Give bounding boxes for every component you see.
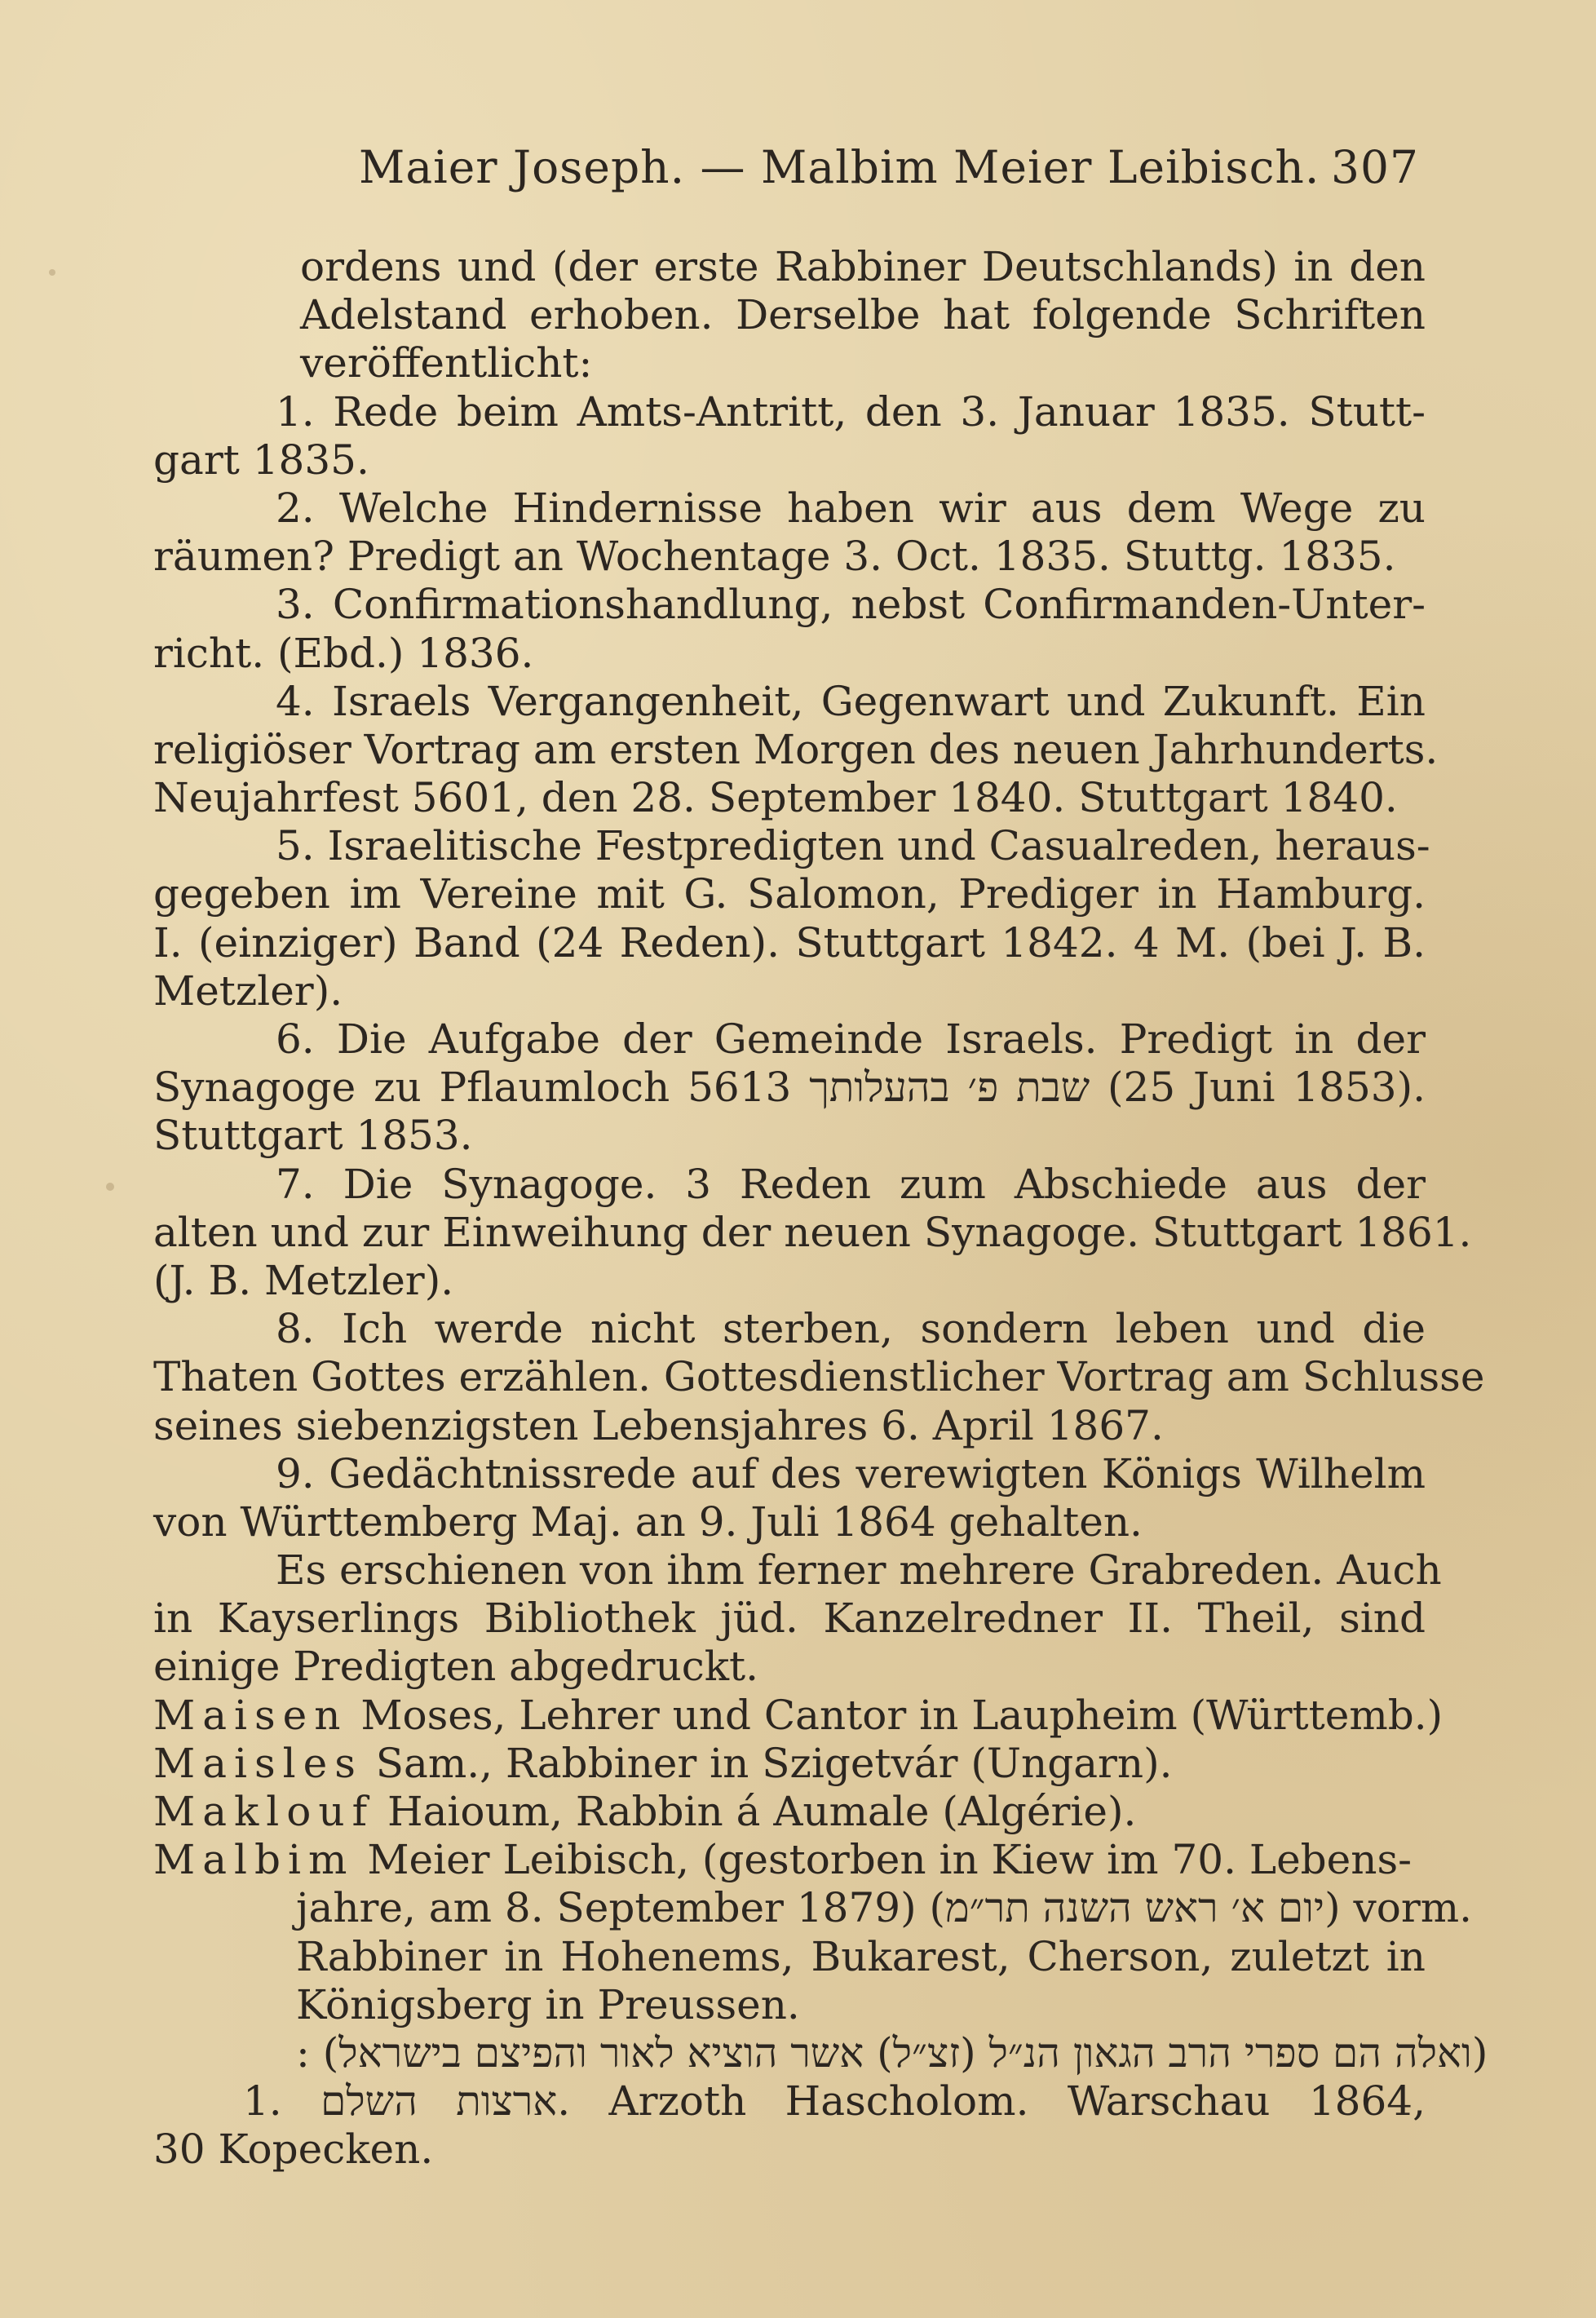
text-line: 7. Die Synagoge. 3 Reden zum Abschiede aus der — [276, 1160, 1426, 1208]
text-line: Neujahrfest 5601, den 28. September 1840. Stuttgart 1840. — [153, 774, 1398, 822]
text-line: alten und zur Einweihung der neuen Synagoge. Stuttgart 1861. — [153, 1208, 1472, 1256]
text-line: räumen? Predigt an Wochentage 3. Oct. 1835. Stuttg. 1835. — [153, 533, 1396, 581]
text-line: Thaten Gottes erzählen. Gottesdienstlicher Vortrag am Schlusse — [153, 1353, 1485, 1401]
text-line: (J. B. Metzler). — [153, 1256, 454, 1304]
text-line: richt. (Ebd.) 1836. — [153, 629, 534, 677]
text-line: 8. Ich werde nicht sterben, sondern leben und die — [276, 1305, 1426, 1353]
text-line: von Württemberg Maj. an 9. Juli 1864 gehalten. — [153, 1497, 1143, 1546]
header-title: Maier Joseph. — Malbim Meier Leibisch. — [359, 141, 1320, 193]
entry-name: Malbim — [153, 1836, 355, 1884]
text-line: I. (einziger) Band (24 Reden). Stuttgart 1842. 4 M. (bei J. B. — [153, 918, 1426, 967]
text-line: seines siebenzigsten Lebensjahres 6. April 1867. — [153, 1401, 1164, 1449]
running-header — [359, 135, 1419, 200]
text-line: 3. Confirmationshandlung, nebst Confirmanden-Unter- — [276, 581, 1426, 629]
hebrew-text: (ואלה הם ספרי הרב הגאון הנ״ל (זצ״ל) אשר הוציא לאור והפיצם בישראל) : — [296, 2028, 1488, 2077]
text-line: Adelstand erhoben. Derselbe hat folgende Schriften — [300, 291, 1426, 339]
text-line: Es erschienen von ihm ferner mehrere Grabreden. Auch — [276, 1546, 1442, 1595]
text-line: Rabbiner in Hohenems, Bukarest, Cherson, zuletzt in — [296, 1932, 1426, 1980]
text-line: 30 Kopecken. — [153, 2126, 434, 2174]
text-line: 2. Welche Hindernisse haben wir aus dem Wege zu — [276, 484, 1426, 532]
text-line: 5. Israelitische Festpredigten und Casualreden, heraus- — [276, 822, 1430, 870]
text-line: Synagoge zu Pflaumloch שבת פ׳ בהעלותך 5613 (25 Juni 1853). — [153, 1064, 1426, 1112]
text-line: Stuttgart 1853. — [153, 1112, 473, 1160]
page-number: 307 — [1331, 141, 1419, 193]
text-line: 9. Gedächtnissrede auf des verewigten Königs Wilhelm — [276, 1449, 1426, 1497]
entry-malbim — [153, 1836, 1426, 1884]
entry-maisles — [153, 1740, 1426, 1788]
text-line: 6. Die Aufgabe der Gemeinde Israels. Predigt in der — [276, 1015, 1426, 1063]
entry-maisen — [153, 1691, 1443, 1740]
text-line: jahre, am 8. September 1879) (יום א׳ ראש השנה תר״מ) vorm. — [296, 1884, 1473, 1932]
paper-stain — [49, 269, 55, 276]
text-line: 4. Israels Vergangenheit, Gegenwart und Zukunft. Ein — [276, 677, 1426, 725]
text-line: in Kayserlings Bibliothek jüd. Kanzelredner II. Theil, sind — [153, 1595, 1426, 1643]
text-line: ordens und (der erste Rabbiner Deutschlands) in den — [300, 243, 1426, 290]
text-line: Metzler). — [153, 967, 343, 1015]
text-line: Königsberg in Preussen. — [296, 1980, 800, 2028]
text-line: gegeben im Vereine mit G. Salomon, Prediger in Hamburg. — [153, 870, 1426, 918]
entry-name: Maisen — [153, 1691, 348, 1739]
entry-maklouf — [153, 1788, 1426, 1836]
entry-text: Sam., Rabbiner in Szigetvár (Ungarn). — [362, 1739, 1173, 1787]
entry-name: Maklouf — [153, 1788, 375, 1835]
text-line: veröffentlicht: — [300, 339, 593, 387]
hebrew-line — [153, 2028, 1488, 2077]
text-line: einige Predigten abgedruckt. — [153, 1643, 758, 1691]
entry-name: Maisles — [153, 1739, 363, 1787]
entry-text: Meier Leibisch, (gestorben in Kiew im 70. Lebens- — [354, 1836, 1413, 1884]
entry-text: Haioum, Rabbin á Aumale (Algérie). — [374, 1788, 1137, 1835]
entry-text: Moses, Lehrer und Cantor in Laupheim (Württemb.) — [347, 1691, 1443, 1739]
body-text — [153, 243, 1488, 2174]
text-line: 1. Rede beim Amts-Antritt, den 3. Januar 1835. Stutt- — [276, 387, 1426, 436]
text-line: 1. ארצות השלם. Arzoth Hascholom. Warschau 1864, — [243, 2077, 1426, 2126]
text-line: religiöser Vortrag am ersten Morgen des neuen Jahrhunderts. — [153, 725, 1439, 773]
text-line: gart 1835. — [153, 436, 369, 484]
paper-stain — [106, 1183, 114, 1191]
